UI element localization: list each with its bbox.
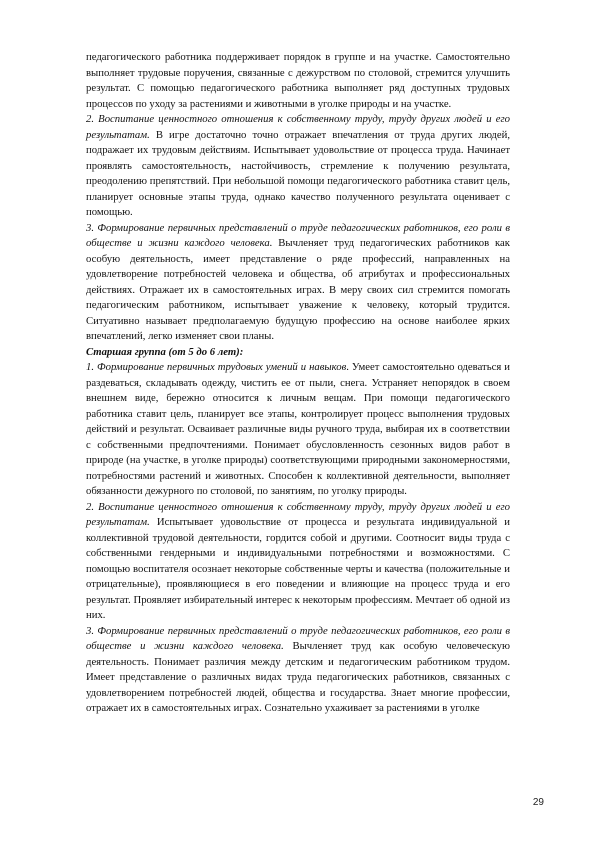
paragraph-lead: 1. Формирование первичных трудовых умений и навыков: [86, 361, 347, 373]
paragraph-text: Испытывает удовольствие от процесса и результата индивидуальной и коллективной трудовой деятельности, гордится собой и другими. Соотносит виды труда с собственными гендерными и индивидуальными потребностями и возможностями. С помощью воспитателя осознает некоторые собственные черты и качества (положительные и отрицательные), проявляющиеся в его поведении и влияющие на процесс труда и его результат. Проявляет избирательный интерес к некоторым профессиям. Мечтает об одной из них.: [86, 516, 510, 621]
paragraph-labor-skills: [86, 360, 510, 500]
paragraph-primary-ideas: [86, 221, 510, 345]
paragraph-value-attitude-senior: [86, 500, 510, 624]
paragraph-lead: 3. Формирование первичных представлений о труде педагогических работников, его роли в обществе и жизни каждого человека.: [86, 624, 510, 652]
section-heading: Старшая группа (от 5 до 6 лет):: [86, 345, 244, 358]
paragraph-lead: 2. Воспитание ценностного отношения к собственному труду, труду других людей и его результатам.: [86, 113, 510, 141]
paragraph-value-attitude: [86, 112, 510, 221]
paragraph-lead: 3. Формирование первичных представлений о труде педагогических работников, его роли в обществе и жизни каждого человека.: [86, 221, 510, 249]
paragraph-text: Вычленяет труд как особую человеческую деятельность. Понимает различия между детским и педагогическим работником трудом. Имеет представление о различных видах труда педагогических работников, связанных с удовлетворением потребностей людей, общества и государства. Знает многие профессии, отражает их в самостоятельных играх. Сознательно ухаживает за растениями в уголке: [86, 640, 510, 714]
paragraph-text: . Умеет самостоятельно одеваться и раздеваться, складывать одежду, чистить ее от пыли, снега. Устраняет непорядок в своем внешнем виде, бережно относится к личным вещам. При помощи педагогического работника ставит цель, планирует все этапы, контролирует процесс выполнения трудовых действий и результат. Осваивает различные виды ручного труда, выбирая их в соответствии с собственными предпочтениями. Понимает обусловленность сезонных видов работ в природе (на участке, в уголке природы) соответствующими природными закономерностями, потребностями растений и животных. Способен к коллективной деятельности, выполняет обязанности дежурного по столовой, по занятиям, по уголку природы.: [86, 361, 510, 497]
paragraph-primary-ideas-senior: [86, 624, 510, 717]
paragraph-text: В игре достаточно точно отражает впечатления от труда других людей, подражает их трудовым действиям. Испытывает удовольствие от процесса труда. Начинает проявлять самостоятельность, настойчивость, стремление к получению результата, преодолению препятствий. При небольшой помощи педагогического работника ставит цель, планирует основные этапы труда, однако качество полученного результата оценивает с помощью.: [86, 128, 510, 218]
document-body: [86, 50, 510, 717]
paragraph-lead: 2. Воспитание ценностного отношения к собственному труду, труду других людей и его результатам.: [86, 500, 510, 528]
paragraph-continuation: [86, 50, 510, 112]
page-number: 29: [532, 797, 544, 808]
paragraph-text: Вычленяет труд педагогических работников как особую деятельность, имеет представление о ряде профессий, направленных на удовлетворение потребностей человека и общества, об атрибутах и профессиональных действиях. Отражает их в самостоятельных играх. В меру своих сил стремится помогать педагогическим работником, испытывает уважение к человеку, который трудится. Ситуативно называет предполагаемую будущую профессию на основе наиболее ярких впечатлений, легко изменяет свои планы.: [86, 237, 510, 342]
paragraph-text: педагогического работника поддерживает порядок в группе и на участке. Самостоятельно выполняет трудовые поручения, связанные с дежурством по столовой, стремится улучшить результат. С помощью педагогического работника выполняет ряд доступных трудовых процессов по уходу за растениями и животными в уголке природы и на участке.: [86, 51, 510, 110]
